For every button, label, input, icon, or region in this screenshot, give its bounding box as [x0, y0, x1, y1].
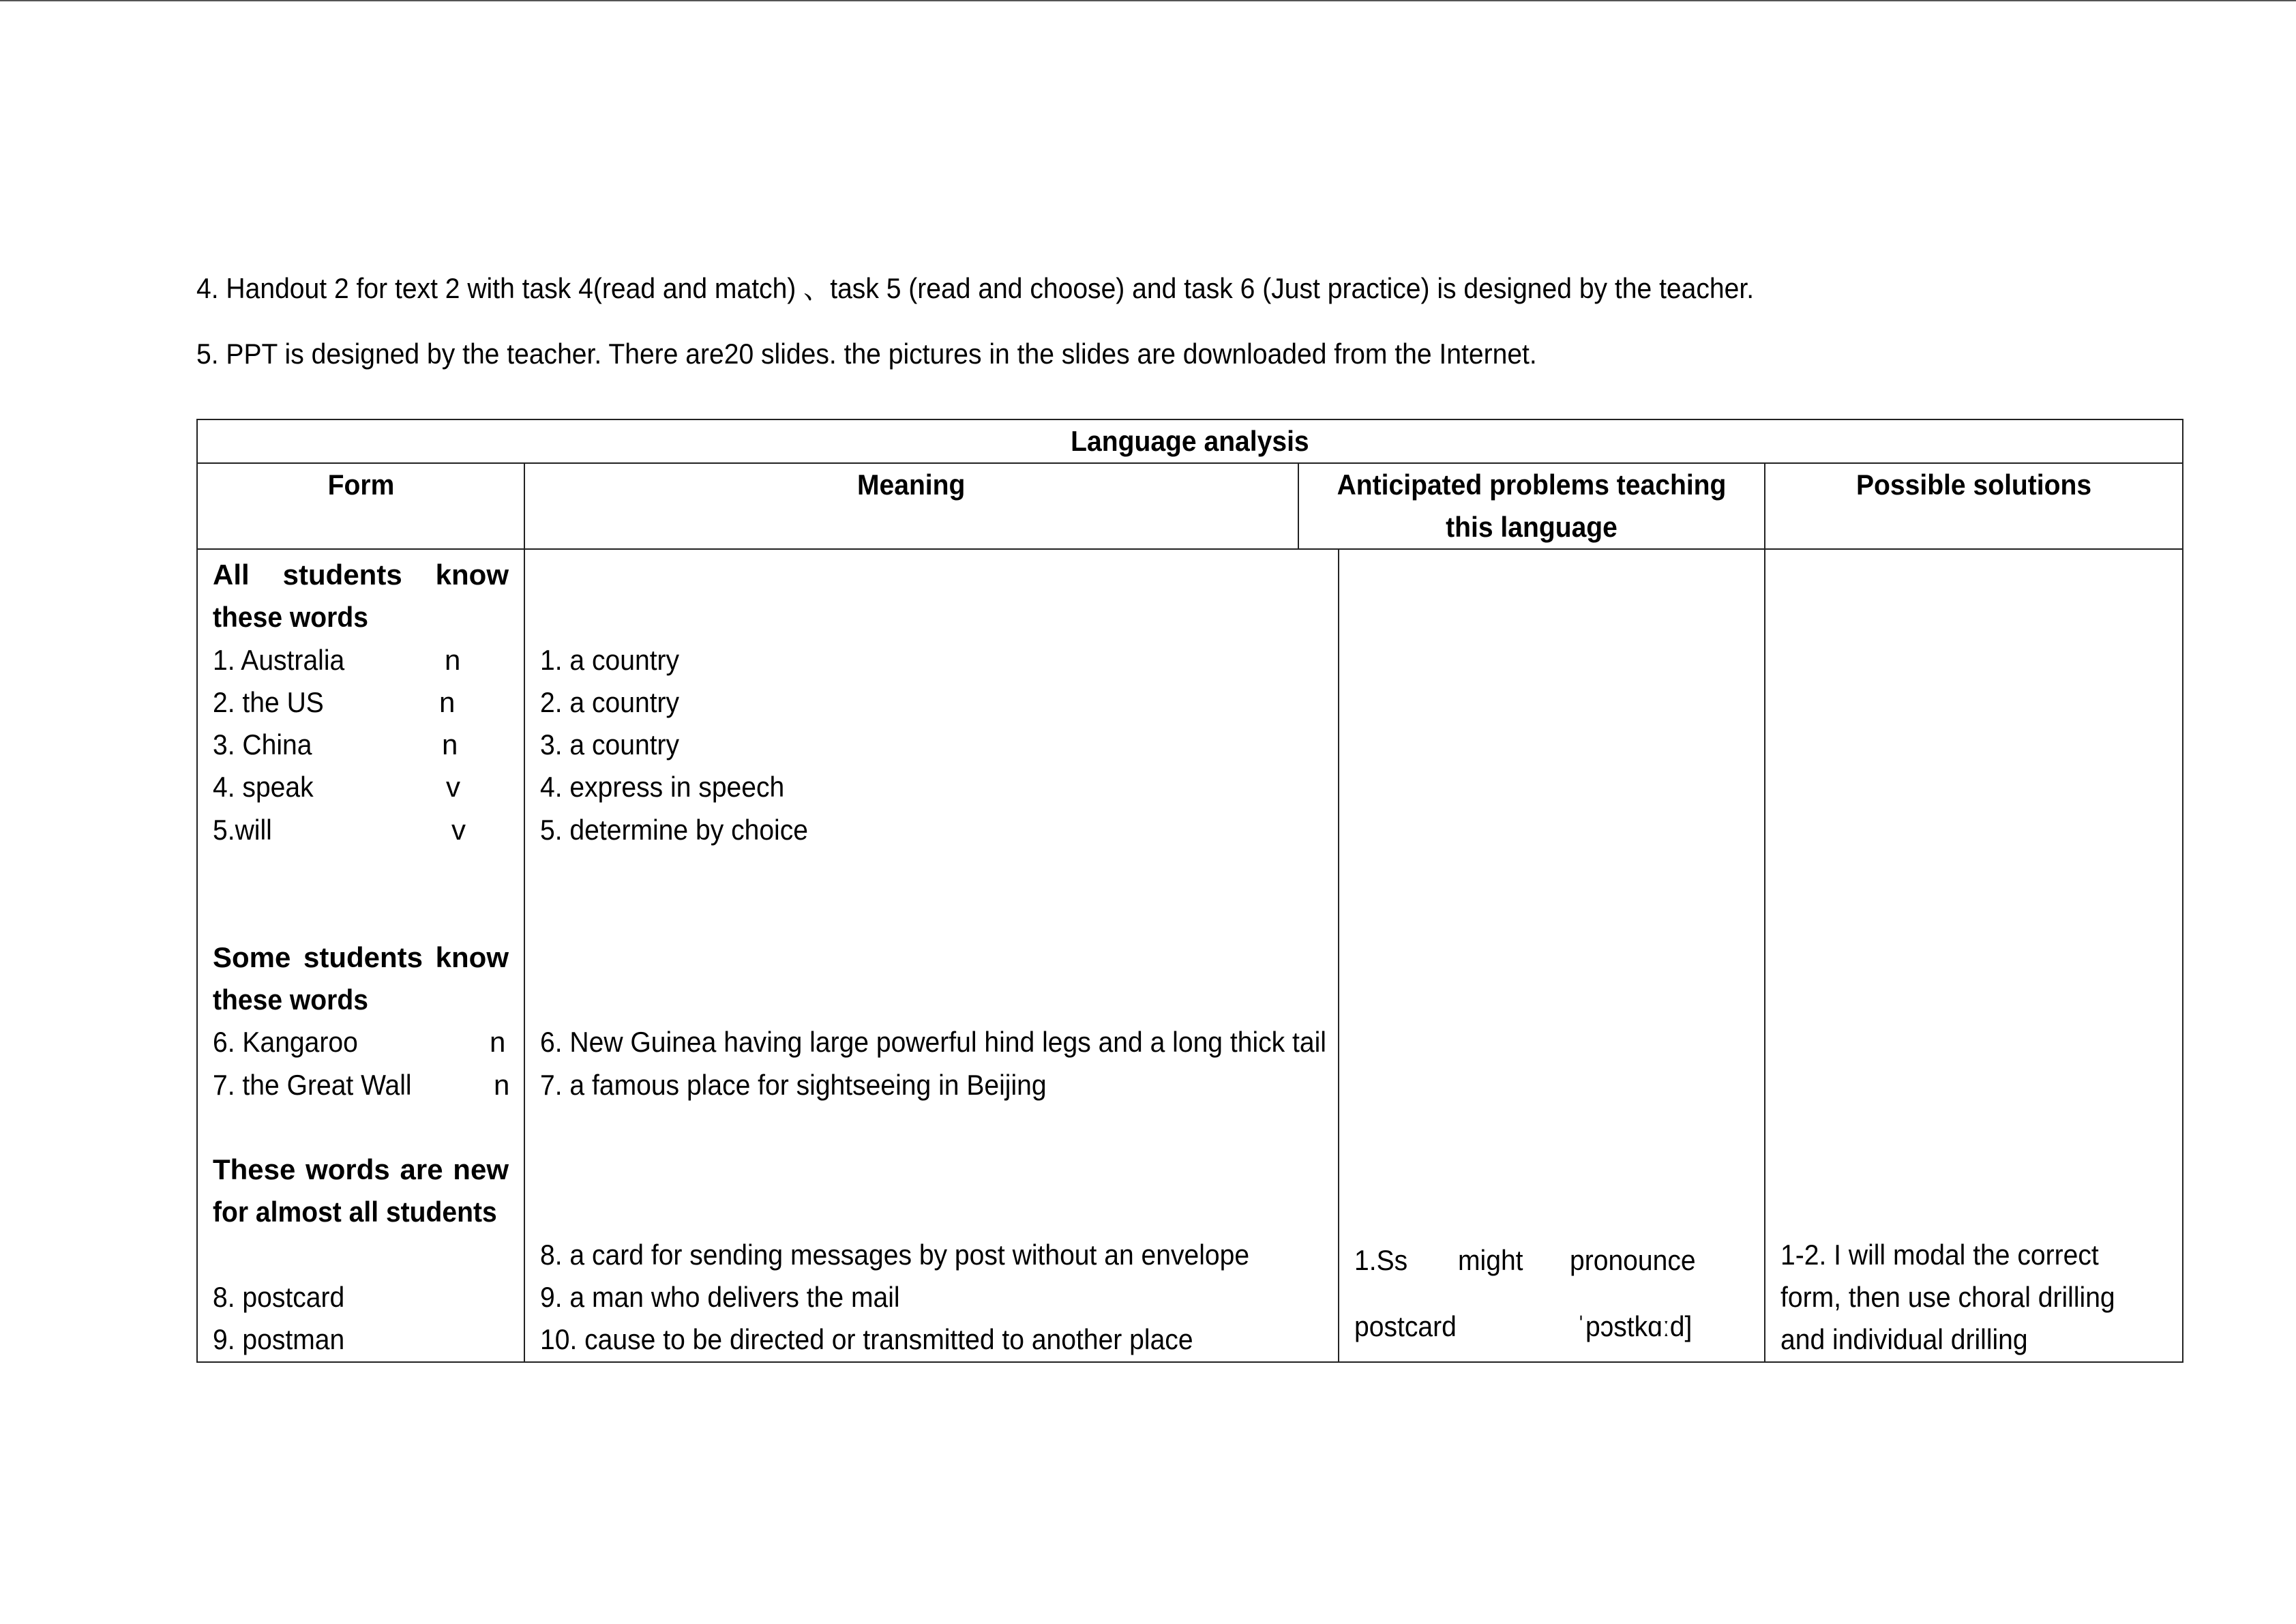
- form-row: 5.will v: [213, 813, 466, 846]
- language-analysis-table: [196, 419, 2183, 1363]
- header-solutions: Possible solutions: [1765, 463, 2183, 549]
- meaning-row: 8. a card for sending messages by post without an envelope: [540, 1238, 1250, 1271]
- form-row: 3. China n: [213, 728, 458, 761]
- solution-line: and individual drilling: [1780, 1323, 2028, 1356]
- page-top-border: [0, 0, 2296, 1]
- problems-cell: 1.Ss might pronounce postcard ˈpɔstkɑːd]: [1339, 549, 1765, 1362]
- meaning-row: 4. express in speech: [540, 771, 785, 803]
- meaning-row: 9. a man who delivers the mail: [540, 1281, 900, 1314]
- form-row: 7. the Great Wall n: [213, 1068, 510, 1101]
- form-cell: [197, 549, 524, 1362]
- solution-line: form, then use choral drilling: [1780, 1281, 2115, 1314]
- meaning-row: 1. a country: [540, 643, 680, 676]
- paragraph-ppt: 5. PPT is designed by the teacher. There are20 slides. the pictures in the slides are downloaded from the Internet.: [196, 338, 1537, 370]
- form-row: 2. the US n: [213, 685, 456, 718]
- header-form: Form: [197, 463, 524, 549]
- group-heading: All students know: [213, 559, 509, 591]
- header-problems: Anticipated problems teaching this language: [1298, 463, 1765, 549]
- meaning-row: 6. New Guinea having large powerful hind legs and a long thick tail: [540, 1026, 1326, 1059]
- group-heading: Some students know: [213, 941, 509, 973]
- paragraph-handout: 4. Handout 2 for text 2 with task 4(read and match) 、task 5 (read and choose) and task 6 (Just practice) is designed by the teacher.: [196, 272, 1755, 304]
- meaning-row: 3. a country: [540, 728, 680, 761]
- solution-line: 1-2. I will modal the correct: [1780, 1238, 2099, 1271]
- form-row: 9. postman: [213, 1323, 345, 1356]
- form-row: 8. postcard: [213, 1281, 345, 1314]
- table-title: Language analysis: [197, 419, 2183, 463]
- meaning-row: 2. a country: [540, 685, 680, 718]
- solutions-cell: [1765, 549, 2183, 1362]
- group-heading: these words: [213, 983, 368, 1016]
- meaning-row: 5. determine by choice: [540, 813, 808, 846]
- form-row: 1. Australia n: [213, 643, 461, 676]
- group-heading: for almost all students: [213, 1196, 497, 1228]
- group-heading: These words are new: [213, 1153, 509, 1186]
- group-heading: these words: [213, 601, 368, 634]
- form-row: 4. speak v: [213, 771, 460, 803]
- form-row: 6. Kangaroo n: [213, 1026, 506, 1059]
- header-meaning: Meaning: [524, 463, 1298, 549]
- meaning-cell: [524, 549, 1339, 1362]
- meaning-row: 10. cause to be directed or transmitted to another place: [540, 1323, 1193, 1356]
- meaning-row: 7. a famous place for sightseeing in Beijing: [540, 1068, 1047, 1101]
